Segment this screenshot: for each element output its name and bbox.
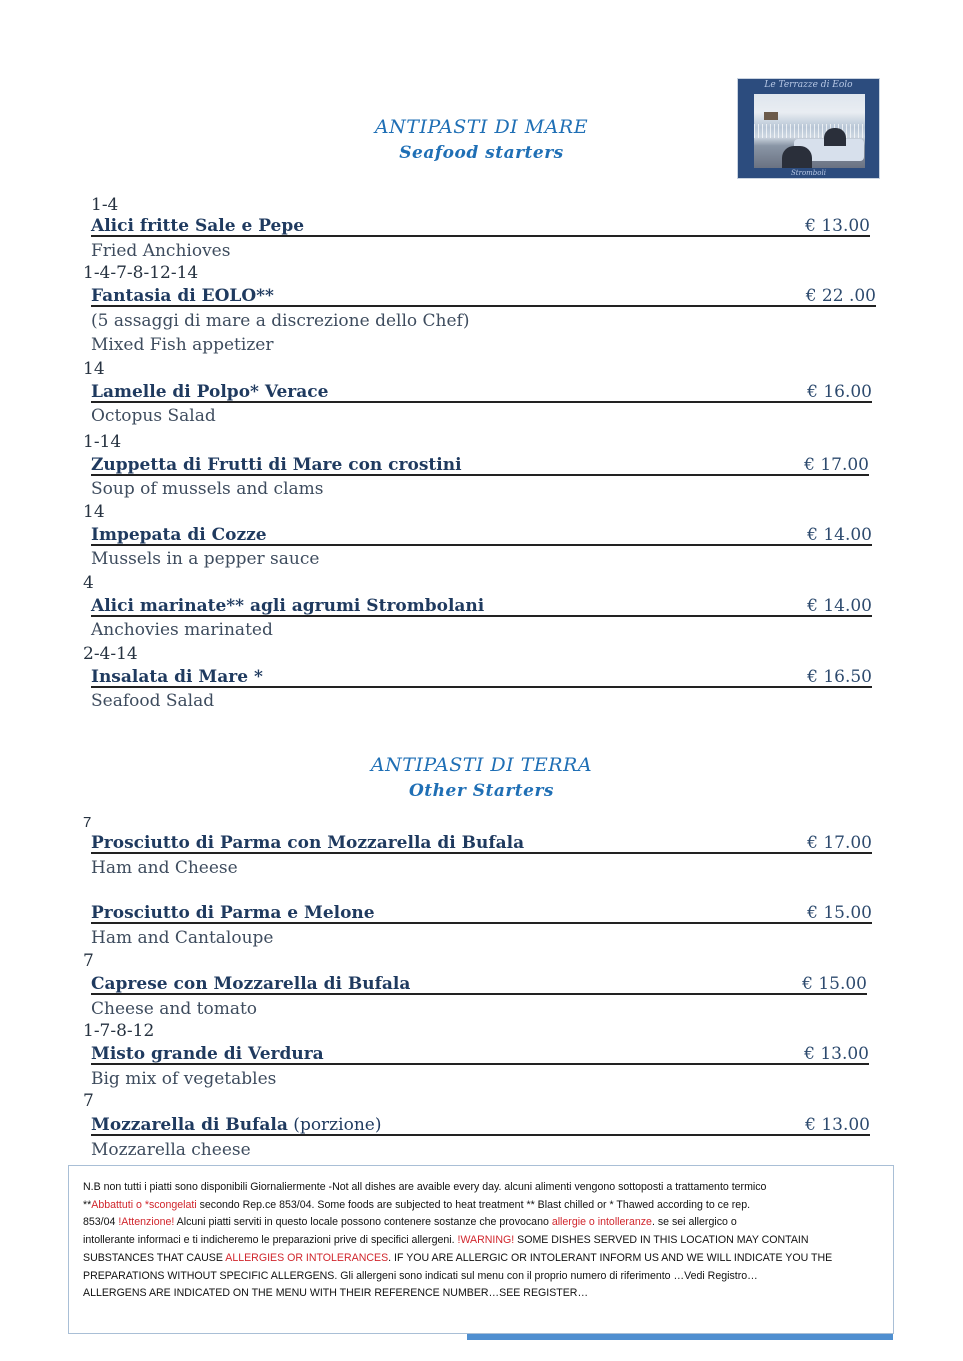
item-description: Fried Anchioves <box>91 241 231 261</box>
notice-line <box>83 1268 881 1286</box>
item-name: Insalata di Mare * <box>91 667 263 687</box>
item-price: € 15.00 <box>802 974 867 994</box>
notice-line <box>83 1179 881 1197</box>
notice-text: N.B non tutti i piatti sono disponibili Giornaliermente -Not all dishes are avaible every day. alcuni alimenti vengono sottoposti a trattamento termico <box>83 1181 767 1193</box>
section-title: ANTIPASTI DI MARE <box>374 116 589 138</box>
boat-shape <box>764 112 778 120</box>
item-description: Soup of mussels and clams <box>91 479 324 499</box>
notice-text: ALLERGENS ARE INDICATED ON THE MENU WITH THEIR REFERENCE NUMBER…SEE REGISTER… <box>83 1287 589 1300</box>
item-description: Cheese and tomato <box>91 999 258 1019</box>
notice-text: SUBSTANCES THAT CAUSE <box>83 1251 226 1264</box>
item-description: Mixed Fish appetizer <box>91 335 274 355</box>
notice-text: secondo Rep.ce 853/04. Some foods are subjected to heat treatment ** Blast chilled or * Thawed according to ce rep. <box>196 1198 751 1211</box>
notice-line <box>83 1232 881 1250</box>
menu-item[interactable] <box>91 454 869 476</box>
railing-shape <box>754 124 865 138</box>
item-price: € 15.00 <box>807 903 872 923</box>
notice-line <box>83 1285 881 1303</box>
item-price: € 14.00 <box>807 525 872 545</box>
item-name: Caprese con Mozzarella di Bufala <box>91 974 411 994</box>
item-price: € 16.50 <box>807 667 872 687</box>
logo-title: Le Terrazze di Eolo <box>764 80 853 90</box>
terrace-photo <box>754 94 865 168</box>
allergen-codes: 1-14 <box>83 432 122 452</box>
menu-item[interactable] <box>91 524 872 546</box>
section-title: ANTIPASTI DI TERRA <box>370 754 593 776</box>
notice-text: SOME DISHES SERVED IN THIS LOCATION MAY CONTAIN <box>514 1234 809 1247</box>
item-description: Mozzarella cheese <box>91 1140 251 1160</box>
notice-text: intollerante informaci e ti indicheremo le preparazioni prive di specifici allergeni. <box>83 1234 458 1247</box>
item-price: € 13.00 <box>805 216 870 236</box>
item-description: Ham and Cantaloupe <box>91 928 274 948</box>
item-description: Anchovies marinated <box>91 620 273 640</box>
section-subtitle: Other Starters <box>408 781 554 801</box>
section-subtitle: Seafood starters <box>399 143 564 163</box>
item-name: Alici marinate** agli agrumi Strombolani <box>91 596 485 616</box>
item-price: € 13.00 <box>805 1115 870 1135</box>
item-description: Mussels in a pepper sauce <box>91 549 320 569</box>
item-name-main: Mozzarella di Bufala <box>91 1115 288 1135</box>
allergen-codes: 7 <box>83 814 92 831</box>
allergen-codes: 1-7-8-12 <box>83 1021 155 1041</box>
item-price: € 16.00 <box>807 382 872 402</box>
menu-item[interactable] <box>91 1043 869 1065</box>
chair-shape <box>782 146 812 168</box>
accent-bar <box>467 1334 893 1340</box>
menu-item[interactable] <box>91 595 872 617</box>
notice-text: ** <box>83 1198 92 1211</box>
menu-item[interactable] <box>91 215 870 237</box>
item-price: € 14.00 <box>807 596 872 616</box>
item-description: Seafood Salad <box>91 691 215 711</box>
item-description: Octopus Salad <box>91 406 216 426</box>
allergen-codes: 7 <box>83 951 94 971</box>
notice-text: . se sei allergico o <box>651 1216 737 1229</box>
allergen-codes: 14 <box>83 359 105 379</box>
item-name: Prosciutto di Parma e Melone <box>91 903 375 923</box>
item-name: Alici fritte Sale e Pepe <box>91 216 305 236</box>
menu-item[interactable] <box>91 285 876 307</box>
item-price: € 17.00 <box>807 833 872 853</box>
notice-line <box>83 1197 881 1215</box>
item-name: Lamelle di Polpo* Verace <box>91 382 329 402</box>
item-name <box>91 1114 381 1136</box>
allergen-codes: 1-4-7-8-12-14 <box>83 263 199 283</box>
notice-warning-text: Abbattuti o *scongelati <box>91 1198 197 1211</box>
allergen-codes: 4 <box>83 573 94 593</box>
item-name: Misto grande di Verdura <box>91 1044 324 1064</box>
allergen-codes: 7 <box>83 1091 94 1111</box>
menu-item[interactable] <box>91 666 872 688</box>
menu-item[interactable] <box>91 832 872 854</box>
menu-item[interactable] <box>91 973 867 995</box>
notice-warning-text: !WARNING! <box>457 1234 515 1247</box>
allergen-codes: 2-4-14 <box>83 644 138 664</box>
item-name: Fantasia di EOLO** <box>91 286 274 306</box>
allergen-notice-box <box>68 1165 894 1334</box>
item-price: € 13.00 <box>804 1044 869 1064</box>
item-description: (5 assaggi di mare a discrezione dello Chef) <box>91 311 470 331</box>
item-price: € 17.00 <box>804 455 869 475</box>
menu-item[interactable] <box>91 902 872 924</box>
item-name: Zuppetta di Frutti di Mare con crostini <box>91 455 462 475</box>
item-description: Ham and Cheese <box>91 858 238 878</box>
notice-line <box>83 1250 881 1268</box>
item-price: € 22 .00 <box>805 286 876 306</box>
menu-item[interactable] <box>91 381 872 403</box>
notice-warning-text: ALLERGIES OR INTOLERANCES <box>225 1251 389 1264</box>
item-name-suffix: (porzione) <box>287 1115 382 1135</box>
item-name: Prosciutto di Parma con Mozzarella di Bufala <box>91 833 525 853</box>
allergen-codes: 14 <box>83 502 105 522</box>
notice-warning-text: allergie o intolleranze <box>551 1216 652 1229</box>
notice-text: 853/04 <box>83 1216 119 1229</box>
restaurant-logo-image <box>737 78 880 179</box>
menu-item[interactable] <box>91 1114 870 1136</box>
item-name: Impepata di Cozze <box>91 525 267 545</box>
logo-signature: Stromboli <box>791 169 826 177</box>
chair-shape <box>824 128 846 146</box>
item-description: Big mix of vegetables <box>91 1069 277 1089</box>
notice-warning-text: !Attenzione! <box>118 1216 175 1229</box>
notice-text: Alcuni piatti serviti in questo locale possono contenere sostanze che provocano <box>174 1216 552 1229</box>
notice-text: PREPARATIONS WITHOUT SPECIFIC ALLERGENS. Gli allergeni sono indicati sul menu con il proprio numero di riferimento …Vedi Registro… <box>83 1269 758 1282</box>
allergen-codes: 1-4 <box>91 195 119 215</box>
notice-text: . IF YOU ARE ALLERGIC OR INTOLERANT INFORM US AND WE WILL INDICATE YOU THE <box>388 1251 833 1264</box>
section-heading-terra <box>0 753 963 802</box>
notice-line <box>83 1214 881 1232</box>
